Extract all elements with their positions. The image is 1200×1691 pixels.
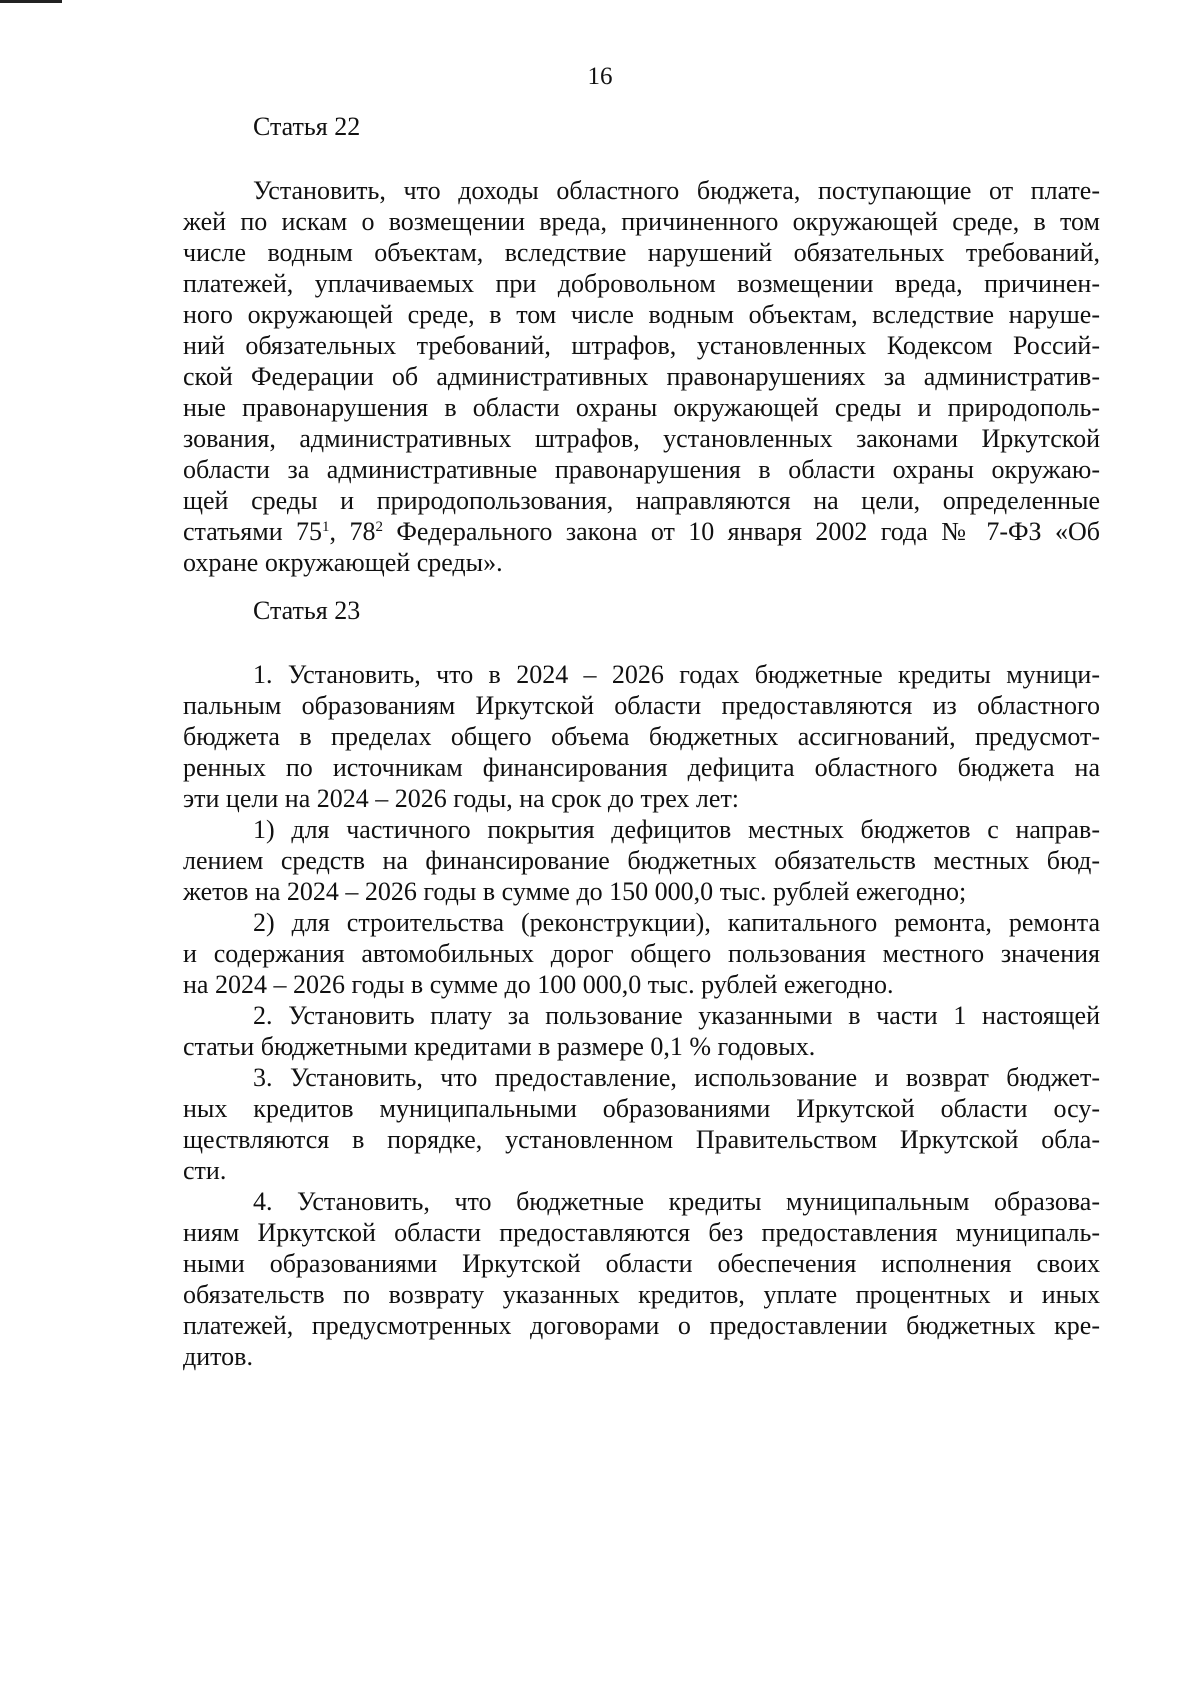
- article-23-item-1-line: лением средств на финансирование бюджетных обязательств местных бюд-: [183, 846, 1100, 875]
- article-23-part-1-line: пальным образованиям Иркутской области предоставляются из областного: [183, 691, 1100, 720]
- article-23-heading: Статья 23: [253, 596, 361, 625]
- article-22-line: области за административные правонарушения в области охраны окружаю-: [183, 455, 1100, 484]
- article-23-part-4-line: ниям Иркутской области предоставляются без предоставления муниципаль-: [183, 1218, 1100, 1247]
- statute-superscript-b: 2: [375, 519, 383, 535]
- article-23-part-1-line: 1. Установить, что в 2024 – 2026 годах бюджетные кредиты муници-: [253, 660, 1100, 689]
- article-22-line: ний обязательных требований, штрафов, установленных Кодексом Россий-: [183, 331, 1100, 360]
- article-22-line: охране окружающей среды».: [183, 548, 503, 577]
- article-23-item-2-line: и содержания автомобильных дорог общего пользования местного значения: [183, 939, 1100, 968]
- article-23-part-4-line: дитов.: [183, 1342, 253, 1371]
- article-22-line: ные правонарушения в области охраны окружающей среды и природополь-: [183, 393, 1100, 422]
- scan-corner-mark: [0, 0, 62, 3]
- article-23-part-1-line: ренных по источникам финансирования дефицита областного бюджета на: [183, 753, 1100, 782]
- article-22-statute-line: [183, 517, 1100, 547]
- article-23-part-4-line: ными образованиями Иркутской области обеспечения исполнения своих: [183, 1249, 1100, 1278]
- article-23-item-2-line: на 2024 – 2026 годы в сумме до 100 000,0 тыс. рублей ежегодно.: [183, 970, 894, 999]
- article-23-part-4-line: обязательств по возврату указанных кредитов, уплате процентных и иных: [183, 1280, 1100, 1309]
- article-23-part-2-line: статьи бюджетными кредитами в размере 0,1 % годовых.: [183, 1032, 816, 1061]
- article-22-line: щей среды и природопользования, направляются на цели, определенные: [183, 486, 1100, 515]
- statute-text-c: Федерального закона от 10 января 2002 года № 7-ФЗ «Об: [382, 517, 1101, 546]
- article-22-heading: Статья 22: [253, 112, 361, 141]
- page-number: 16: [587, 63, 613, 90]
- article-22-line: ской Федерации об административных правонарушениях за административ-: [183, 362, 1100, 391]
- article-23-part-4-line: 4. Установить, что бюджетные кредиты муниципальным образова-: [253, 1187, 1100, 1216]
- article-22-line: платежей, уплачиваемых при добровольном возмещении вреда, причинен-: [183, 269, 1100, 298]
- article-23-item-1-line: жетов на 2024 – 2026 годы в сумме до 150 000,0 тыс. рублей ежегодно;: [183, 877, 967, 906]
- article-23-part-3-line: 3. Установить, что предоставление, использование и возврат бюджет-: [253, 1063, 1100, 1092]
- statute-superscript-a: 1: [322, 519, 330, 535]
- statute-text-b: , 78: [329, 517, 376, 546]
- article-22-line: зования, административных штрафов, установленных законами Иркутской: [183, 424, 1100, 453]
- article-23-part-3-line: ществляются в порядке, установленном Правительством Иркутской обла-: [183, 1125, 1100, 1154]
- article-22-line: ного окружающей среде, в том числе водным объектам, вследствие наруше-: [183, 300, 1100, 329]
- article-23-part-4-line: платежей, предусмотренных договорами о предоставлении бюджетных кре-: [183, 1311, 1100, 1340]
- article-22-line: числе водным объектам, вследствие нарушений обязательных требований,: [183, 238, 1100, 267]
- statute-text-a: статьями 75: [183, 517, 323, 546]
- article-22-line: Установить, что доходы областного бюджета, поступающие от плате-: [253, 176, 1100, 205]
- article-23-item-2-line: 2) для строительства (реконструкции), капитального ремонта, ремонта: [253, 908, 1100, 937]
- article-23-part-3-line: сти.: [183, 1156, 227, 1185]
- article-23-part-3-line: ных кредитов муниципальными образованиями Иркутской области осу-: [183, 1094, 1100, 1123]
- article-23-part-2-line: 2. Установить плату за пользование указанными в части 1 настоящей: [253, 1001, 1100, 1030]
- article-23-item-1-line: 1) для частичного покрытия дефицитов местных бюджетов с направ-: [253, 815, 1100, 844]
- article-23-part-1-line: бюджета в пределах общего объема бюджетных ассигнований, предусмот-: [183, 722, 1100, 751]
- article-22-line: жей по искам о возмещении вреда, причиненного окружающей среде, в том: [183, 207, 1100, 236]
- article-23-part-1-line: эти цели на 2024 – 2026 годы, на срок до трех лет:: [183, 784, 740, 813]
